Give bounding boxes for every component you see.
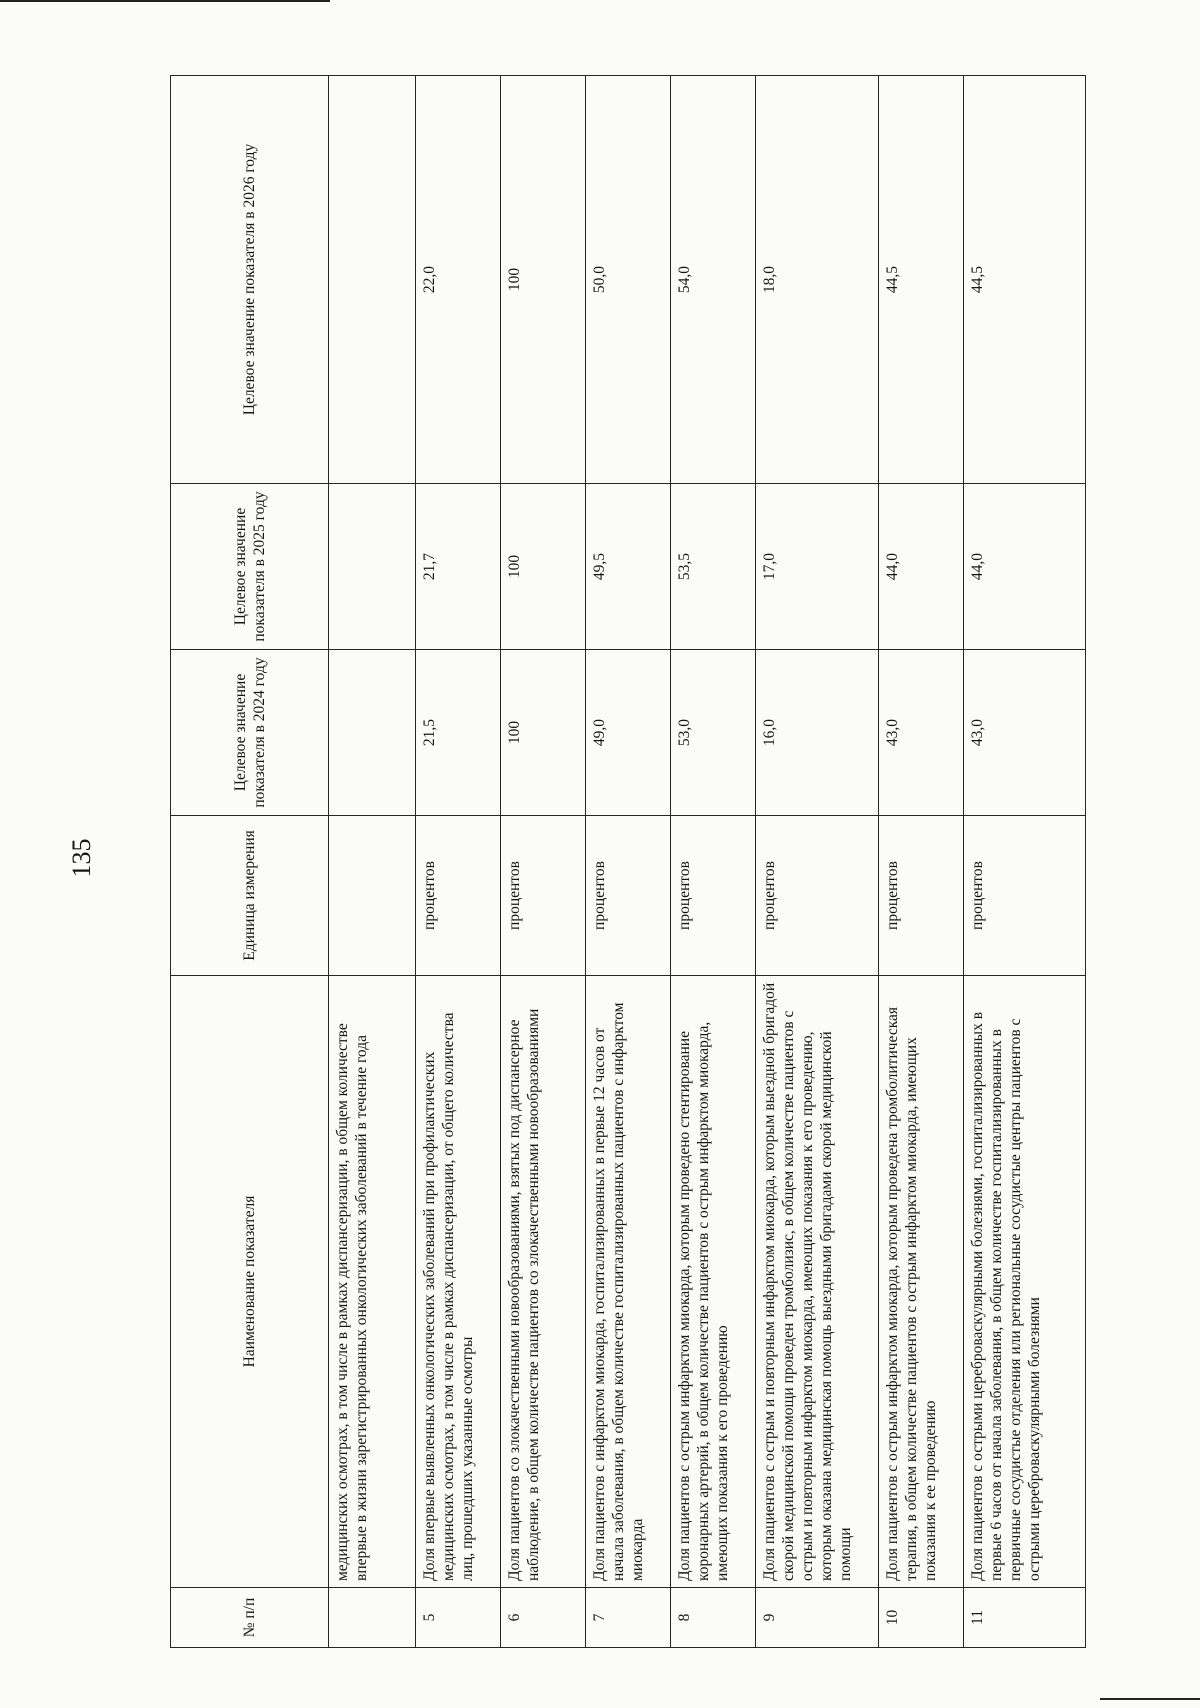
table-sheet (170, 76, 1086, 1648)
table-row (329, 76, 416, 1648)
row-number: 9 (756, 1588, 879, 1648)
value-2026: 50,0 (586, 76, 671, 484)
indicator-name: Доля впервые выявленных онкологических заболеваний при профилактических медицинских осмотрах, в том числе в рамках диспансеризации, от общего количества лиц, прошедших указанные осмотры (416, 976, 501, 1588)
value-2025: 100 (501, 484, 586, 650)
value-2025: 53,5 (671, 484, 756, 650)
value-2024: 49,0 (586, 650, 671, 816)
header-value-2026: Целевое значение показателя в 2026 году (171, 76, 329, 484)
value-2024: 100 (501, 650, 586, 816)
table-row (416, 76, 501, 1648)
value-2024 (329, 650, 416, 816)
header-unit: Единица измерения (171, 816, 329, 976)
row-number: 6 (501, 1588, 586, 1648)
row-number: 5 (416, 1588, 501, 1648)
table-row (671, 76, 756, 1648)
value-2025: 21,7 (416, 484, 501, 650)
indicator-name: Доля пациентов с острыми цереброваскулярными болезнями, госпитализированных в первые 6 часов от начала заболевания, в общем количестве госпитализированных в первичные сосудистые отделения или региональные сосудистые центры пациентов с острыми цереброваскулярными болезнями (964, 976, 1086, 1588)
row-number (329, 1588, 416, 1648)
header-name: Наименование показателя (171, 976, 329, 1588)
row-number: 7 (586, 1588, 671, 1648)
value-2025: 44,0 (879, 484, 964, 650)
unit-of-measure: процентов (964, 816, 1086, 976)
indicator-name: Доля пациентов с острым инфарктом миокарда, которым проведена тромболитическая терапия, в общем количестве пациентов с острым инфарктом миокарда, имеющих показания к ее проведению (879, 976, 964, 1588)
indicator-name: Доля пациентов с острым и повторным инфарктом миокарда, которым выездной бригадой скорой медицинской помощи проведен тромболизис, в общем количестве пациентов с острым и повторным инфарктом миокарда, имеющих показания к его проведению, которым оказана медицинская помощь выездными бригадами скорой медицинской помощи (756, 976, 879, 1588)
value-2024: 53,0 (671, 650, 756, 816)
indicator-name: Доля пациентов с инфарктом миокарда, госпитализированных в первые 12 часов от начала заболевания, в общем количестве госпитализированных пациентов с инфарктом миокарда (586, 976, 671, 1588)
table-header (171, 76, 329, 1648)
value-2025: 49,5 (586, 484, 671, 650)
rotated-table-container (170, 76, 1086, 1648)
value-2024: 21,5 (416, 650, 501, 816)
value-2026: 100 (501, 76, 586, 484)
unit-of-measure: процентов (501, 816, 586, 976)
header-value-2024: Целевое значение показателя в 2024 году (171, 650, 329, 816)
indicator-name: Доля пациентов с острым инфарктом миокарда, которым проведено стентирование коронарных артерий, в общем количестве пациентов с острым инфарктом миокарда, имеющих показания к его проведению (671, 976, 756, 1588)
indicator-name: медицинских осмотрах, в том числе в рамках диспансеризации, в общем количестве впервые в жизни зарегистрированных онкологических заболеваний в течение года (329, 976, 416, 1588)
unit-of-measure (329, 816, 416, 976)
unit-of-measure: процентов (879, 816, 964, 976)
indicators-table (170, 75, 1086, 1648)
value-2025: 44,0 (964, 484, 1086, 650)
unit-of-measure: процентов (416, 816, 501, 976)
value-2026: 44,5 (964, 76, 1086, 484)
value-2026: 22,0 (416, 76, 501, 484)
value-2026: 18,0 (756, 76, 879, 484)
value-2026: 54,0 (671, 76, 756, 484)
table-row (586, 76, 671, 1648)
scan-edge-line-bottom (1100, 1698, 1200, 1700)
table-row (756, 76, 879, 1648)
unit-of-measure: процентов (756, 816, 879, 976)
table-row (501, 76, 586, 1648)
row-number: 8 (671, 1588, 756, 1648)
scan-edge-line-top (0, 0, 330, 2)
value-2026 (329, 76, 416, 484)
indicator-name: Доля пациентов со злокачественными новообразованиями, взятых под диспансерное наблюдение, в общем количестве пациентов со злокачественными новообразованиями (501, 976, 586, 1588)
value-2024: 16,0 (756, 650, 879, 816)
value-2025: 17,0 (756, 484, 879, 650)
table-body (329, 76, 1086, 1648)
row-number: 11 (964, 1588, 1086, 1648)
row-number: 10 (879, 1588, 964, 1648)
unit-of-measure: процентов (671, 816, 756, 976)
header-value-2025: Целевое значение показателя в 2025 году (171, 484, 329, 650)
value-2026: 44,5 (879, 76, 964, 484)
table-row (879, 76, 964, 1648)
header-num: № п/п (171, 1588, 329, 1648)
value-2025 (329, 484, 416, 650)
unit-of-measure: процентов (586, 816, 671, 976)
value-2024: 43,0 (879, 650, 964, 816)
page-number: 135 (67, 838, 96, 878)
value-2024: 43,0 (964, 650, 1086, 816)
table-row (964, 76, 1086, 1648)
